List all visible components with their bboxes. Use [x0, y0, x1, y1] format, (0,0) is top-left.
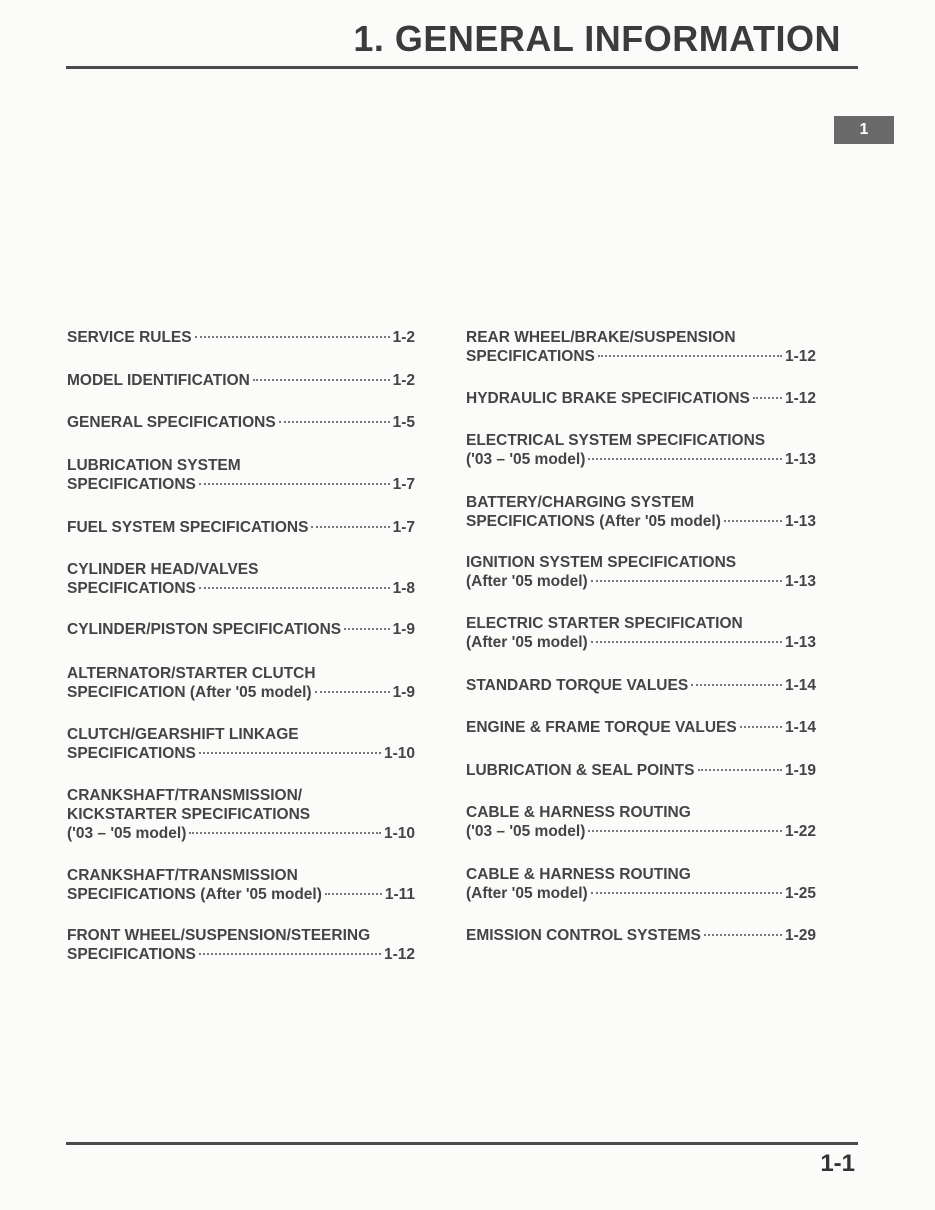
toc-entry-title: (After '05 model) [466, 573, 588, 590]
toc-entry-title: SPECIFICATIONS (After '05 model) [67, 886, 322, 903]
dot-leader [325, 893, 382, 895]
toc-entry-page: 1-13 [784, 573, 816, 590]
toc-entry-title-line: CLUTCH/GEARSHIFT LINKAGE [67, 726, 299, 743]
toc-entry-title: GENERAL SPECIFICATIONS [67, 414, 276, 431]
toc-entry-title: STANDARD TORQUE VALUES [466, 677, 689, 694]
toc-entry-page: 1-5 [392, 414, 415, 431]
toc-entry [466, 676, 816, 695]
toc-entry-page: 1-13 [784, 634, 816, 651]
dot-leader [704, 934, 782, 936]
dot-leader [588, 458, 782, 460]
toc-entry-page: 1-10 [383, 745, 415, 762]
toc-entry-page: 1-10 [383, 825, 415, 842]
dot-leader [598, 355, 782, 357]
toc-entry [466, 389, 816, 408]
dot-leader [591, 892, 782, 894]
dot-leader [753, 397, 782, 399]
toc-entry-title: HYDRAULIC BRAKE SPECIFICATIONS [466, 390, 750, 407]
dot-leader [199, 483, 390, 485]
dot-leader [199, 587, 390, 589]
toc-entry-page: 1-7 [392, 476, 415, 493]
toc-entry-page: 1-11 [384, 886, 415, 903]
dot-leader [588, 830, 782, 832]
toc-entry-page: 1-14 [784, 677, 816, 694]
toc-entry-last-line [466, 884, 816, 903]
toc-entry-title-line: ELECTRICAL SYSTEM SPECIFICATIONS [466, 432, 766, 449]
toc-entry-page: 1-9 [392, 684, 415, 701]
toc-entry-last-line [67, 885, 415, 904]
dot-leader [253, 379, 390, 381]
toc-entry [67, 413, 415, 432]
dot-leader [195, 336, 390, 338]
toc-entry-title-line: CYLINDER HEAD/VALVES [67, 561, 259, 578]
toc-entry-title-line: ALTERNATOR/STARTER CLUTCH [67, 665, 316, 682]
dot-leader [691, 684, 782, 686]
toc-entry-title: ('03 – '05 model) [466, 451, 586, 468]
toc-entry-page: 1-9 [392, 621, 415, 638]
toc-entry-last-line [466, 718, 816, 737]
toc-entry-page: 1-2 [392, 372, 415, 389]
toc-entry-title-line: ELECTRIC STARTER SPECIFICATION [466, 615, 743, 632]
dot-leader [189, 832, 381, 834]
toc-entry-title: ('03 – '05 model) [466, 823, 586, 840]
toc-entry [67, 371, 415, 390]
toc-entry-title: SPECIFICATIONS (After '05 model) [466, 513, 721, 530]
dot-leader [344, 628, 389, 630]
dot-leader [199, 953, 381, 955]
toc-entry-page: 1-12 [784, 348, 816, 365]
page-number: 1-1 [820, 1150, 855, 1177]
toc-entry-last-line [67, 413, 415, 432]
toc-entry-title: LUBRICATION & SEAL POINTS [466, 762, 695, 779]
toc-entry-page: 1-14 [784, 719, 816, 736]
toc-entry-title-line: CRANKSHAFT/TRANSMISSION/ [67, 787, 303, 804]
toc-entry-page: 1-12 [383, 946, 415, 963]
toc-entry-last-line [466, 512, 816, 531]
toc-entry-title: ('03 – '05 model) [67, 825, 187, 842]
toc-entry-last-line [67, 683, 415, 702]
toc-entry-last-line [466, 676, 816, 695]
toc-entry-last-line [67, 579, 415, 598]
toc-entry-title-line: FRONT WHEEL/SUSPENSION/STEERING [67, 927, 371, 944]
dot-leader [740, 726, 782, 728]
toc-entry [466, 761, 816, 780]
dot-leader [199, 752, 381, 754]
toc-entry-title: SPECIFICATION (After '05 model) [67, 684, 312, 701]
toc-entry [466, 493, 816, 531]
toc-entry [67, 664, 415, 702]
toc-entry-page: 1-22 [784, 823, 816, 840]
toc-entry [466, 431, 816, 469]
toc-entry [67, 456, 415, 494]
toc-entry-title-line: KICKSTARTER SPECIFICATIONS [67, 806, 311, 823]
toc-entry [466, 553, 816, 591]
toc-entry [67, 328, 415, 347]
dot-leader [724, 520, 782, 522]
toc-entry-page: 1-8 [392, 580, 415, 597]
toc-entry [466, 614, 816, 652]
dot-leader [698, 769, 782, 771]
toc-entry [67, 560, 415, 598]
toc-entry-page: 1-25 [784, 885, 816, 902]
toc-entry-page: 1-29 [784, 927, 816, 944]
toc-entry-title-line: CABLE & HARNESS ROUTING [466, 804, 691, 821]
dot-leader [591, 641, 782, 643]
toc-entry-title: EMISSION CONTROL SYSTEMS [466, 927, 701, 944]
toc-entry-title-line: CRANKSHAFT/TRANSMISSION [67, 867, 298, 884]
dot-leader [279, 421, 390, 423]
toc-entry [466, 926, 816, 945]
toc-entry [67, 518, 415, 537]
footer-rule [66, 1142, 858, 1145]
toc-entry-title: SERVICE RULES [67, 329, 192, 346]
toc-entry-last-line [67, 620, 415, 639]
toc-entry-title-line: REAR WHEEL/BRAKE/SUSPENSION [466, 329, 736, 346]
toc-entry-page: 1-13 [784, 513, 816, 530]
toc-entry-last-line [67, 328, 415, 347]
toc-entry-last-line [466, 389, 816, 408]
toc-entry-title-line: CABLE & HARNESS ROUTING [466, 866, 691, 883]
dot-leader [311, 526, 389, 528]
toc-entry-last-line [466, 347, 816, 366]
toc-entry-title: CYLINDER/PISTON SPECIFICATIONS [67, 621, 342, 638]
toc-entry-page: 1-2 [392, 329, 415, 346]
toc-entry-title-line: BATTERY/CHARGING SYSTEM [466, 494, 695, 511]
toc-entry-last-line [466, 761, 816, 780]
toc-entry-last-line [67, 744, 415, 763]
toc-entry [67, 620, 415, 639]
toc-entry-last-line [466, 633, 816, 652]
toc-entry [67, 866, 415, 904]
chapter-tab: 1 [834, 116, 894, 144]
toc-entry [67, 725, 415, 763]
toc-entry-last-line [67, 518, 415, 537]
toc-entry-title: SPECIFICATIONS [67, 745, 196, 762]
toc-entry-page: 1-13 [784, 451, 816, 468]
toc-entry [67, 786, 415, 843]
toc-entry-last-line [466, 572, 816, 591]
toc-entry-last-line [67, 824, 415, 843]
toc-entry-title-line: IGNITION SYSTEM SPECIFICATIONS [466, 554, 737, 571]
toc-entry [466, 328, 816, 366]
toc-entry-title: SPECIFICATIONS [67, 476, 196, 493]
toc-entry-page: 1-19 [784, 762, 816, 779]
toc-entry [466, 803, 816, 841]
toc-entry-last-line [466, 822, 816, 841]
toc-entry-title: FUEL SYSTEM SPECIFICATIONS [67, 519, 309, 536]
toc-entry-last-line [67, 371, 415, 390]
toc-entry-title-line: LUBRICATION SYSTEM [67, 457, 241, 474]
toc-entry-title: SPECIFICATIONS [466, 348, 595, 365]
toc-entry-page: 1-12 [784, 390, 816, 407]
toc-entry-last-line [67, 945, 415, 964]
header-rule [66, 66, 858, 69]
toc-entry [466, 718, 816, 737]
dot-leader [315, 691, 390, 693]
toc-entry-last-line [466, 450, 816, 469]
toc-entry-last-line [466, 926, 816, 945]
toc-entry-title: SPECIFICATIONS [67, 946, 196, 963]
toc-entry-title: (After '05 model) [466, 885, 588, 902]
dot-leader [591, 580, 782, 582]
page-title: 1. GENERAL INFORMATION [353, 18, 841, 59]
toc-entry-title: ENGINE & FRAME TORQUE VALUES [466, 719, 737, 736]
toc-entry [67, 926, 415, 964]
toc-entry [466, 865, 816, 903]
toc-entry-title: SPECIFICATIONS [67, 580, 196, 597]
toc-entry-title: (After '05 model) [466, 634, 588, 651]
toc-entry-title: MODEL IDENTIFICATION [67, 372, 250, 389]
toc-entry-page: 1-7 [392, 519, 415, 536]
toc-entry-last-line [67, 475, 415, 494]
